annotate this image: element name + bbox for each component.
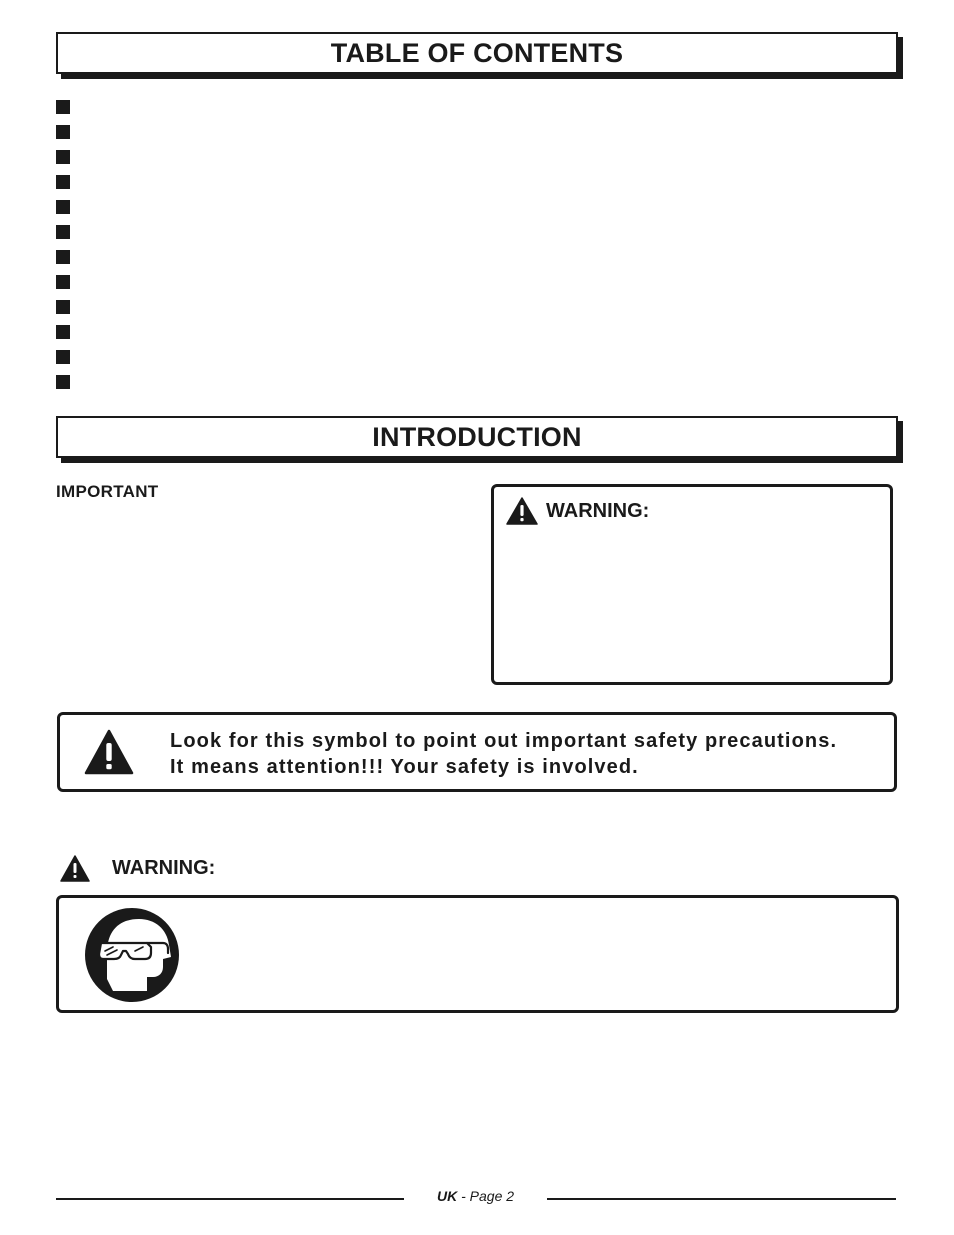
introduction-title: INTRODUCTION: [372, 421, 582, 452]
warning-box-heading: [506, 497, 649, 525]
page-footer: [404, 1188, 547, 1204]
toc-bullet: [56, 300, 70, 314]
warning-label: WARNING:: [112, 857, 216, 879]
toc-bullet: [56, 200, 70, 214]
toc-bullet: [56, 100, 70, 114]
toc-bullet: [56, 250, 70, 264]
footer-rule-left: [56, 1198, 404, 1200]
introduction-header: [56, 416, 898, 458]
footer-rule-right: [547, 1198, 896, 1200]
footer-page-number: Page 2: [469, 1188, 515, 1204]
warning-box-label: WARNING:: [546, 499, 650, 522]
safety-goggles-icon: [83, 907, 181, 1003]
warning-heading: [60, 855, 215, 882]
safety-symbol-text: [170, 728, 837, 780]
warning-triangle-icon: [506, 497, 538, 525]
warning-triangle-icon: [60, 855, 90, 882]
toc-bullet: [56, 375, 70, 389]
footer-separator: -: [457, 1188, 470, 1204]
safety-symbol-line-2: It means attention!!! Your safety is involved.: [170, 756, 639, 778]
safety-symbol-notice: [57, 712, 897, 792]
toc-bullet: [56, 350, 70, 364]
toc-bullet: [56, 150, 70, 164]
toc-bullet: [56, 275, 70, 289]
eye-protection-notice: [56, 895, 899, 1013]
important-label: IMPORTANT: [56, 482, 159, 501]
toc-header: [56, 32, 898, 74]
toc-bullet: [56, 175, 70, 189]
footer-region: UK: [436, 1188, 458, 1204]
toc-bullet-list: [56, 100, 70, 400]
warning-triangle-icon: [84, 729, 134, 775]
toc-bullet: [56, 125, 70, 139]
toc-bullet: [56, 325, 70, 339]
safety-symbol-line-1: Look for this symbol to point out important safety precautions.: [170, 730, 838, 752]
toc-title: TABLE OF CONTENTS: [330, 37, 624, 68]
warning-box: [491, 484, 893, 685]
toc-bullet: [56, 225, 70, 239]
